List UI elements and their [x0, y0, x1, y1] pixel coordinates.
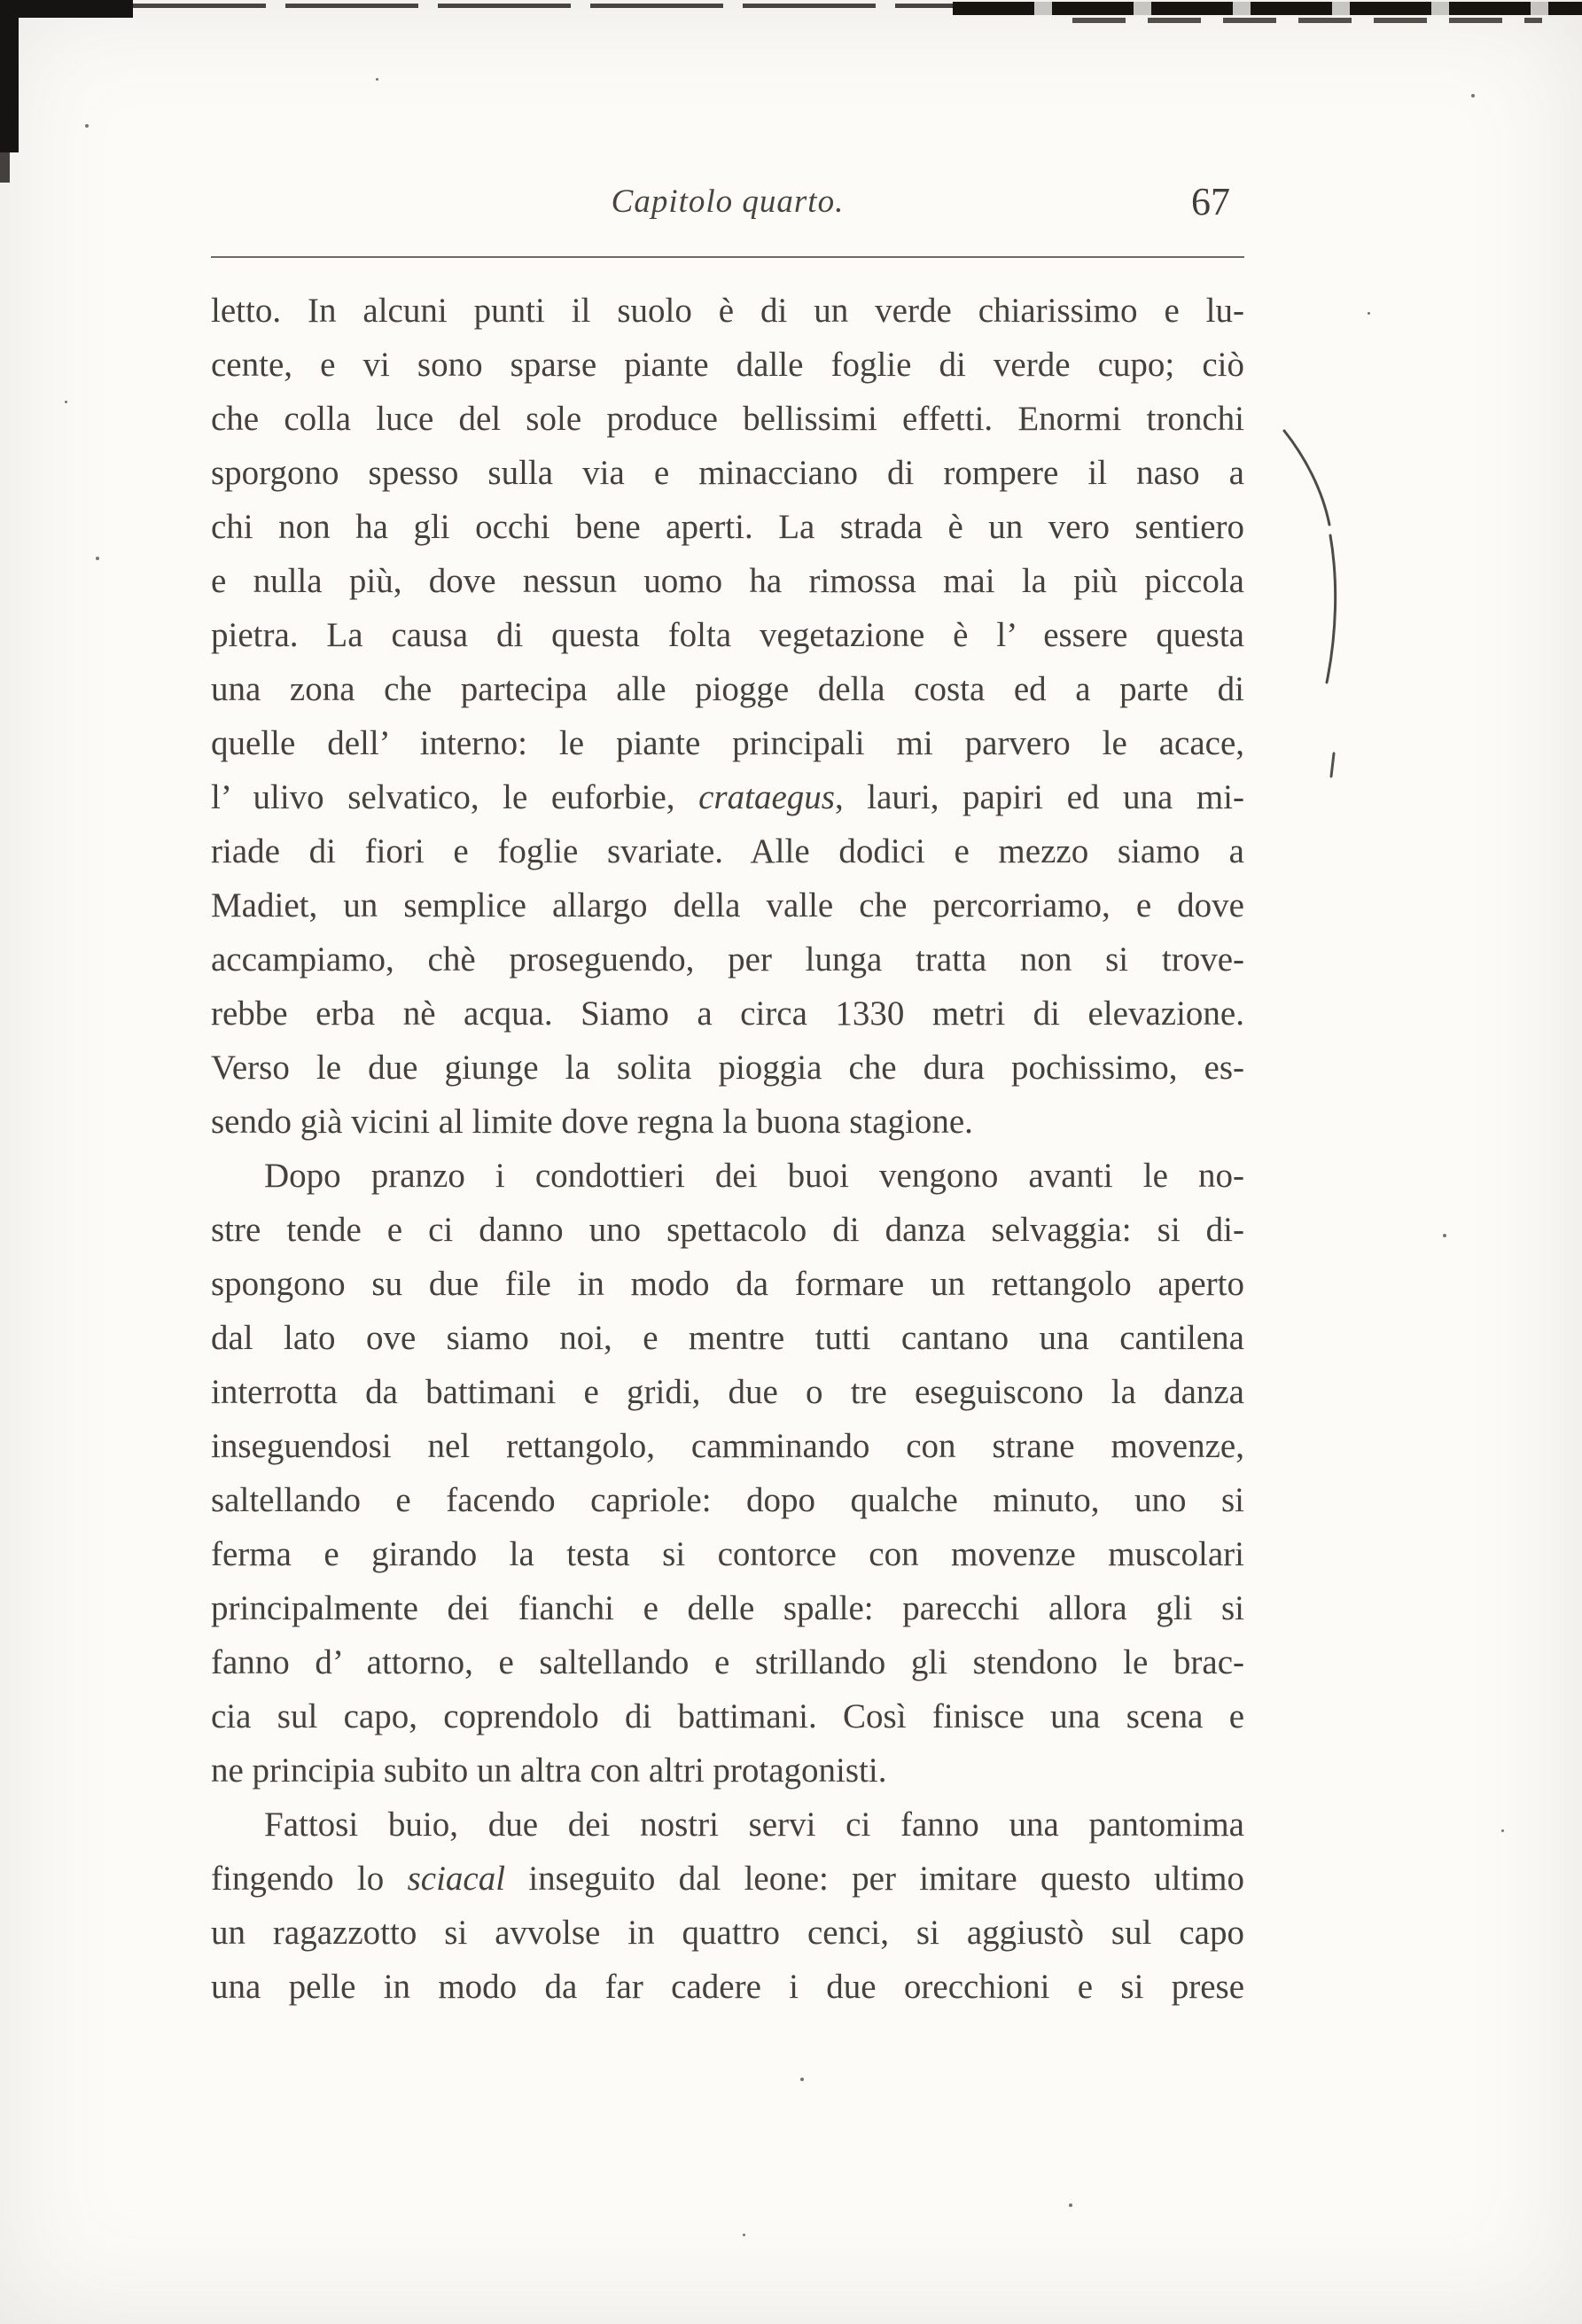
text-line: principalmente dei fianchi e delle spalle: parecchi allora gli si	[211, 1589, 1244, 1627]
text-line: Madiet, un semplice allargo della valle che percorriamo, e dove	[211, 886, 1244, 924]
page-header	[211, 180, 1244, 238]
text-line: sendo già vicini al limite dove regna la buona stagione.	[211, 1103, 973, 1141]
text-line: Dopo pranzo i condottieri dei buoi vengono avanti le no-	[264, 1157, 1244, 1195]
header-rule	[211, 256, 1244, 258]
text-line: cia sul capo, coprendolo di battimani. Così finisce una scena e	[211, 1697, 1244, 1735]
scan-edge-artifact	[1072, 18, 1542, 23]
text-line: fanno d’ attorno, e saltellando e strillando gli stendono le brac-	[211, 1643, 1244, 1681]
text-line: inseguendosi nel rettangolo, camminando con strane movenze,	[211, 1427, 1244, 1465]
text-line: ne principia subito un altra con altri protagonisti.	[211, 1751, 887, 1790]
text-line: rebbe erba nè acqua. Siamo a circa 1330 metri di elevazione.	[211, 994, 1244, 1033]
text-line: accampiamo, chè proseguendo, per lunga tratta non si trove-	[211, 940, 1244, 979]
scan-speck	[85, 124, 89, 128]
body-text	[211, 284, 1244, 2014]
text-line: Verso le due giunge la solita pioggia che dura pochissimo, es-	[211, 1049, 1244, 1087]
text-line: interrotta da battimani e gridi, due o tre eseguiscono la danza	[211, 1373, 1244, 1411]
scan-speck	[1443, 1234, 1446, 1237]
scan-speck	[743, 2234, 745, 2236]
text-line: Fattosi buio, due dei nostri servi ci fanno una pantomima	[264, 1805, 1244, 1844]
text-line: pietra. La causa di questa folta vegetazione è l’ essere questa	[211, 616, 1244, 654]
text-line: sporgono spesso sulla via e minacciano di rompere il naso a	[211, 454, 1244, 492]
scan-speck	[65, 401, 67, 403]
scan-speck	[96, 557, 99, 560]
text-line: letto. In alcuni punti il suolo è di un verde chiarissimo e lu-	[211, 292, 1244, 330]
scan-edge-artifact	[0, 0, 133, 18]
scan-speck	[800, 2078, 804, 2081]
text-line: quelle dell’ interno: le piante principali mi parvero le acace,	[211, 724, 1244, 762]
text-line: chi non ha gli occhi bene aperti. La strada è un vero sentiero	[211, 508, 1244, 546]
text-line: cente, e vi sono sparse piante dalle foglie di verde cupo; ciò	[211, 346, 1244, 384]
scan-speck	[1069, 2203, 1072, 2207]
text-line: e nulla più, dove nessun uomo ha rimossa mai la più piccola	[211, 562, 1244, 600]
text-line: che colla luce del sole produce bellissimi effetti. Enormi tronchi	[211, 400, 1244, 438]
scan-edge-artifact	[0, 152, 10, 183]
text-line: spongono su due file in modo da formare un rettangolo aperto	[211, 1265, 1244, 1303]
chapter-title: Capitolo quarto.	[611, 183, 845, 220]
text-line: una pelle in modo da far cadere i due orecchioni e si prese	[211, 1968, 1244, 2006]
text-line: un ragazzotto si avvolse in quattro cenci, si aggiustò sul capo	[211, 1914, 1244, 1952]
text-line: riade di fiori e foglie svariate. Alle dodici e mezzo siamo a	[211, 832, 1244, 870]
text-line: ferma e girando la testa si contorce con movenze muscolari	[211, 1535, 1244, 1573]
text-line: l’ ulivo selvatico, le euforbie, crataegus, lauri, papiri ed una mi-	[211, 778, 1244, 816]
text-line: dal lato ove siamo noi, e mentre tutti cantano una cantilena	[211, 1319, 1244, 1357]
text-line: fingendo lo sciacal inseguito dal leone: per imitare questo ultimo	[211, 1860, 1245, 1898]
scan-speck	[376, 78, 378, 81]
scan-edge-artifact	[133, 4, 953, 8]
page-number: 67	[1191, 180, 1230, 223]
text-line: saltellando e facendo capriole: dopo qualche minuto, uno si	[211, 1481, 1244, 1519]
scan-edge-artifact	[0, 0, 19, 152]
scan-speck	[1471, 94, 1475, 97]
text-line: una zona che partecipa alle piogge della costa ed a parte di	[211, 670, 1244, 708]
scan-edge-artifact	[953, 2, 1582, 15]
scan-speck	[1501, 1829, 1504, 1832]
text-line: stre tende e ci danno uno spettacolo di danza selvaggia: si di-	[211, 1211, 1244, 1249]
scan-speck	[1368, 312, 1370, 315]
